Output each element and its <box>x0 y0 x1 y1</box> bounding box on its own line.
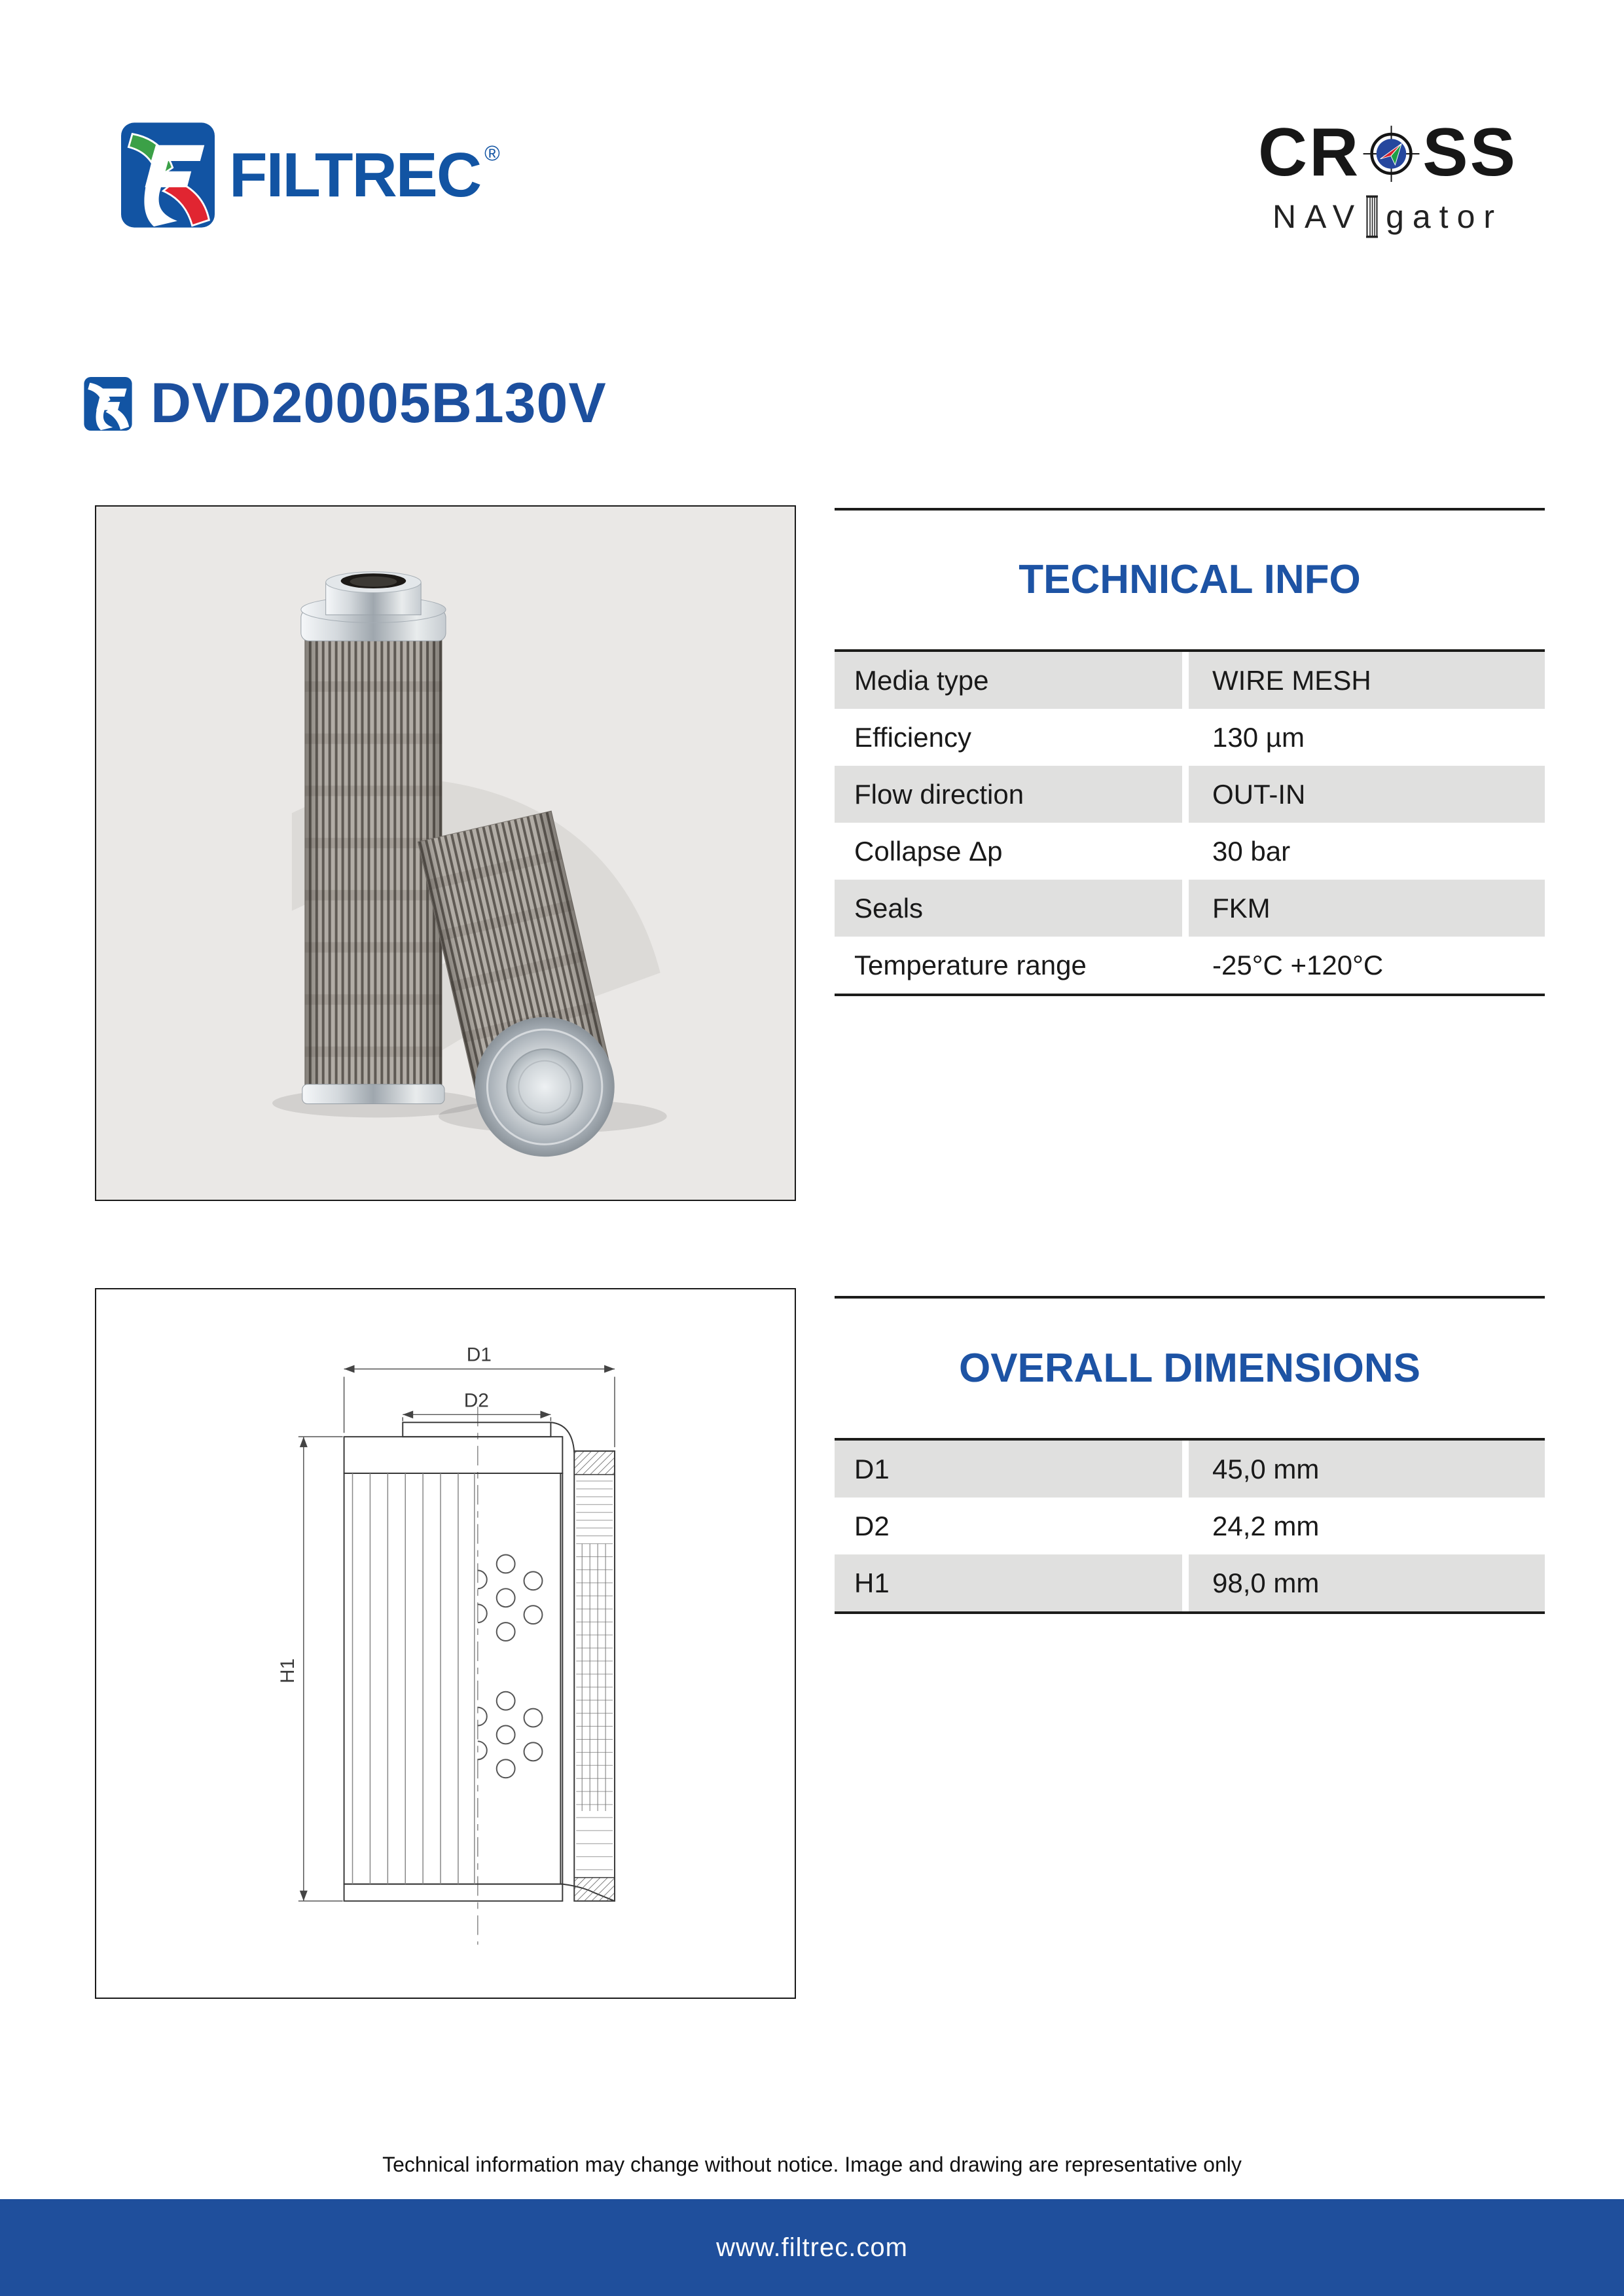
website-link[interactable]: www.filtrec.com <box>716 2233 908 2262</box>
row-label: Seals <box>835 880 1182 937</box>
row-value: -25°C +120°C <box>1212 949 1384 980</box>
section-divider <box>835 1296 1545 1299</box>
row-label: D2 <box>854 1510 890 1541</box>
row-value: 130 µm <box>1212 721 1305 753</box>
table-row <box>835 652 1545 709</box>
cross-logo-row <box>1258 115 1517 190</box>
row-label: H1 <box>835 1554 1182 1611</box>
table-row <box>835 1441 1545 1498</box>
registered-mark: ® <box>484 141 499 165</box>
overall-dimensions-title: OVERALL DIMENSIONS <box>958 1346 1421 1391</box>
product-code-icon <box>84 377 132 431</box>
product-photo <box>95 505 796 1201</box>
gator-text: gator <box>1386 198 1504 235</box>
wordmark-text: FILTREC <box>229 139 481 210</box>
row-value: 98,0 mm <box>1189 1554 1545 1611</box>
striped-column-icon <box>1366 195 1378 238</box>
section-divider <box>835 994 1545 996</box>
drawing-label-h1: H1 <box>276 1658 298 1683</box>
table-row <box>835 709 1545 766</box>
row-value: WIRE MESH <box>1189 652 1545 709</box>
table-row <box>835 1498 1545 1554</box>
technical-info-title: TECHNICAL INFO <box>1019 557 1361 602</box>
nav-text: NAV <box>1272 198 1363 235</box>
cross-right-text: SS <box>1422 115 1517 190</box>
row-label: Media type <box>835 652 1182 709</box>
drawing-label-d1: D1 <box>466 1344 492 1366</box>
row-label: D1 <box>835 1441 1182 1498</box>
cross-left-text: CR <box>1258 115 1361 190</box>
row-value: FKM <box>1189 880 1545 937</box>
table-row <box>835 766 1545 823</box>
product-photo-image <box>96 507 795 1200</box>
row-label: Efficiency <box>854 721 971 753</box>
disclaimer-text: Technical information may change without notice. Image and drawing are representative only <box>382 2153 1242 2176</box>
navigator-subtitle <box>1258 190 1517 233</box>
product-code-title: DVD20005B130V <box>151 372 607 435</box>
cross-navigator-logo <box>1258 115 1517 235</box>
row-label: Flow direction <box>835 766 1182 823</box>
filtrec-wordmark <box>229 139 499 210</box>
table-row <box>835 937 1545 994</box>
filtrec-f-logo-icon <box>121 122 215 228</box>
section-divider <box>835 508 1545 511</box>
filtrec-logo <box>121 122 499 228</box>
row-value: 24,2 mm <box>1212 1510 1320 1541</box>
dimension-drawing <box>95 1288 796 1999</box>
row-value: OUT-IN <box>1189 766 1545 823</box>
technical-info-table <box>835 652 1545 994</box>
footer-bar <box>0 2199 1624 2296</box>
compass-crosshair-icon <box>1362 119 1421 188</box>
dimension-drawing-image <box>96 1289 795 1998</box>
standing-filter-element <box>301 572 446 1104</box>
table-row <box>835 823 1545 880</box>
row-value: 45,0 mm <box>1189 1441 1545 1498</box>
drawing-label-d2: D2 <box>463 1390 489 1412</box>
table-row <box>835 880 1545 937</box>
row-label: Temperature range <box>854 949 1087 980</box>
row-label: Collapse Δp <box>854 835 1003 867</box>
table-row <box>835 1554 1545 1611</box>
overall-dimensions-table <box>835 1441 1545 1611</box>
section-divider <box>835 1611 1545 1614</box>
row-value: 30 bar <box>1212 835 1291 867</box>
